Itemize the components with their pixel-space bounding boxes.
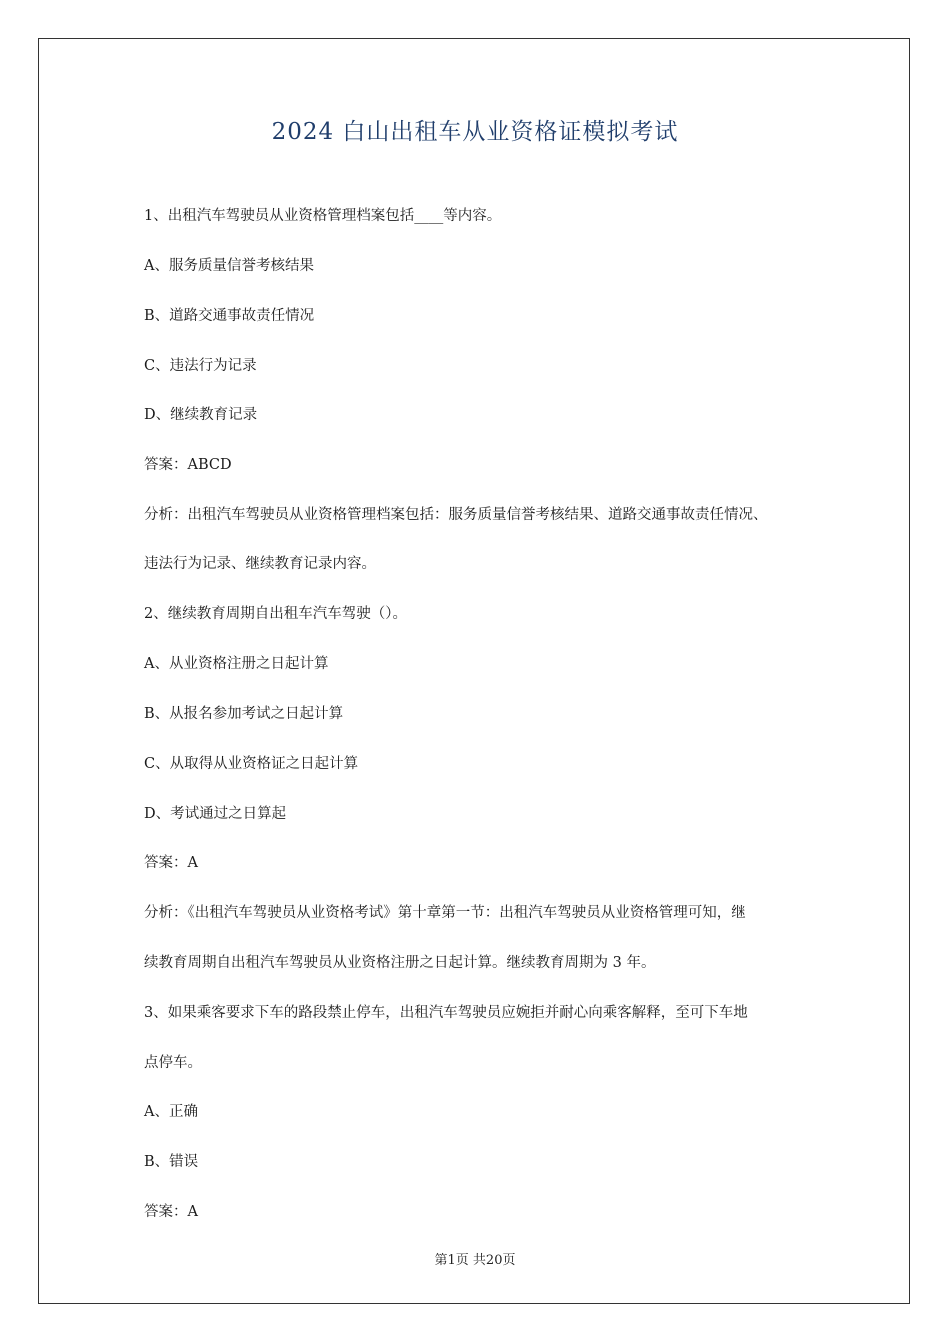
page-footer: 第1页 共20页 — [434, 1253, 516, 1268]
document-title: 2024 白山出租车从业资格证模拟考试 — [271, 119, 679, 145]
question-2-option-d: D、考试通过之日算起 — [144, 806, 287, 822]
question-2-option-b: B、从报名参加考试之日起计算 — [144, 706, 344, 722]
question-3-cont: 点停车。 — [144, 1055, 202, 1071]
question-2-answer: 答案：A — [144, 855, 198, 871]
question-1-option-b: B、道路交通事故责任情况 — [144, 308, 315, 324]
question-1: 1、出租汽车驾驶员从业资格管理档案包括____等内容。 — [144, 208, 502, 224]
question-1-analysis: 分析：出租汽车驾驶员从业资格管理档案包括：服务质量信誉考核结果、道路交通事故责任情况、 — [144, 507, 768, 523]
question-1-answer: 答案：ABCD — [144, 457, 232, 473]
question-2-option-a: A、从业资格注册之日起计算 — [144, 656, 329, 672]
question-3-option-b: B、错误 — [144, 1154, 199, 1170]
question-3: 3、如果乘客要求下车的路段禁止停车，出租汽车驾驶员应婉拒并耐心向乘客解释，至可下车地 — [144, 1005, 748, 1021]
question-2-option-c: C、从取得从业资格证之日起计算 — [144, 756, 359, 772]
question-1-option-c: C、违法行为记录 — [144, 358, 257, 374]
question-1-option-a: A、服务质量信誉考核结果 — [144, 258, 314, 274]
question-2: 2、继续教育周期自出租车汽车驾驶（）。 — [144, 606, 407, 622]
question-3-option-a: A、正确 — [144, 1104, 198, 1120]
question-2-analysis: 分析：《出租汽车驾驶员从业资格考试》第十章第一节：出租汽车驾驶员从业资格管理可知，继 — [144, 905, 746, 921]
question-1-option-d: D、继续教育记录 — [144, 407, 258, 423]
question-2-analysis-cont: 续教育周期自出租汽车驾驶员从业资格注册之日起计算。继续教育周期为 3 年。 — [144, 955, 656, 971]
question-1-analysis-cont: 违法行为记录、继续教育记录内容。 — [144, 556, 376, 572]
question-3-answer: 答案：A — [144, 1204, 198, 1220]
